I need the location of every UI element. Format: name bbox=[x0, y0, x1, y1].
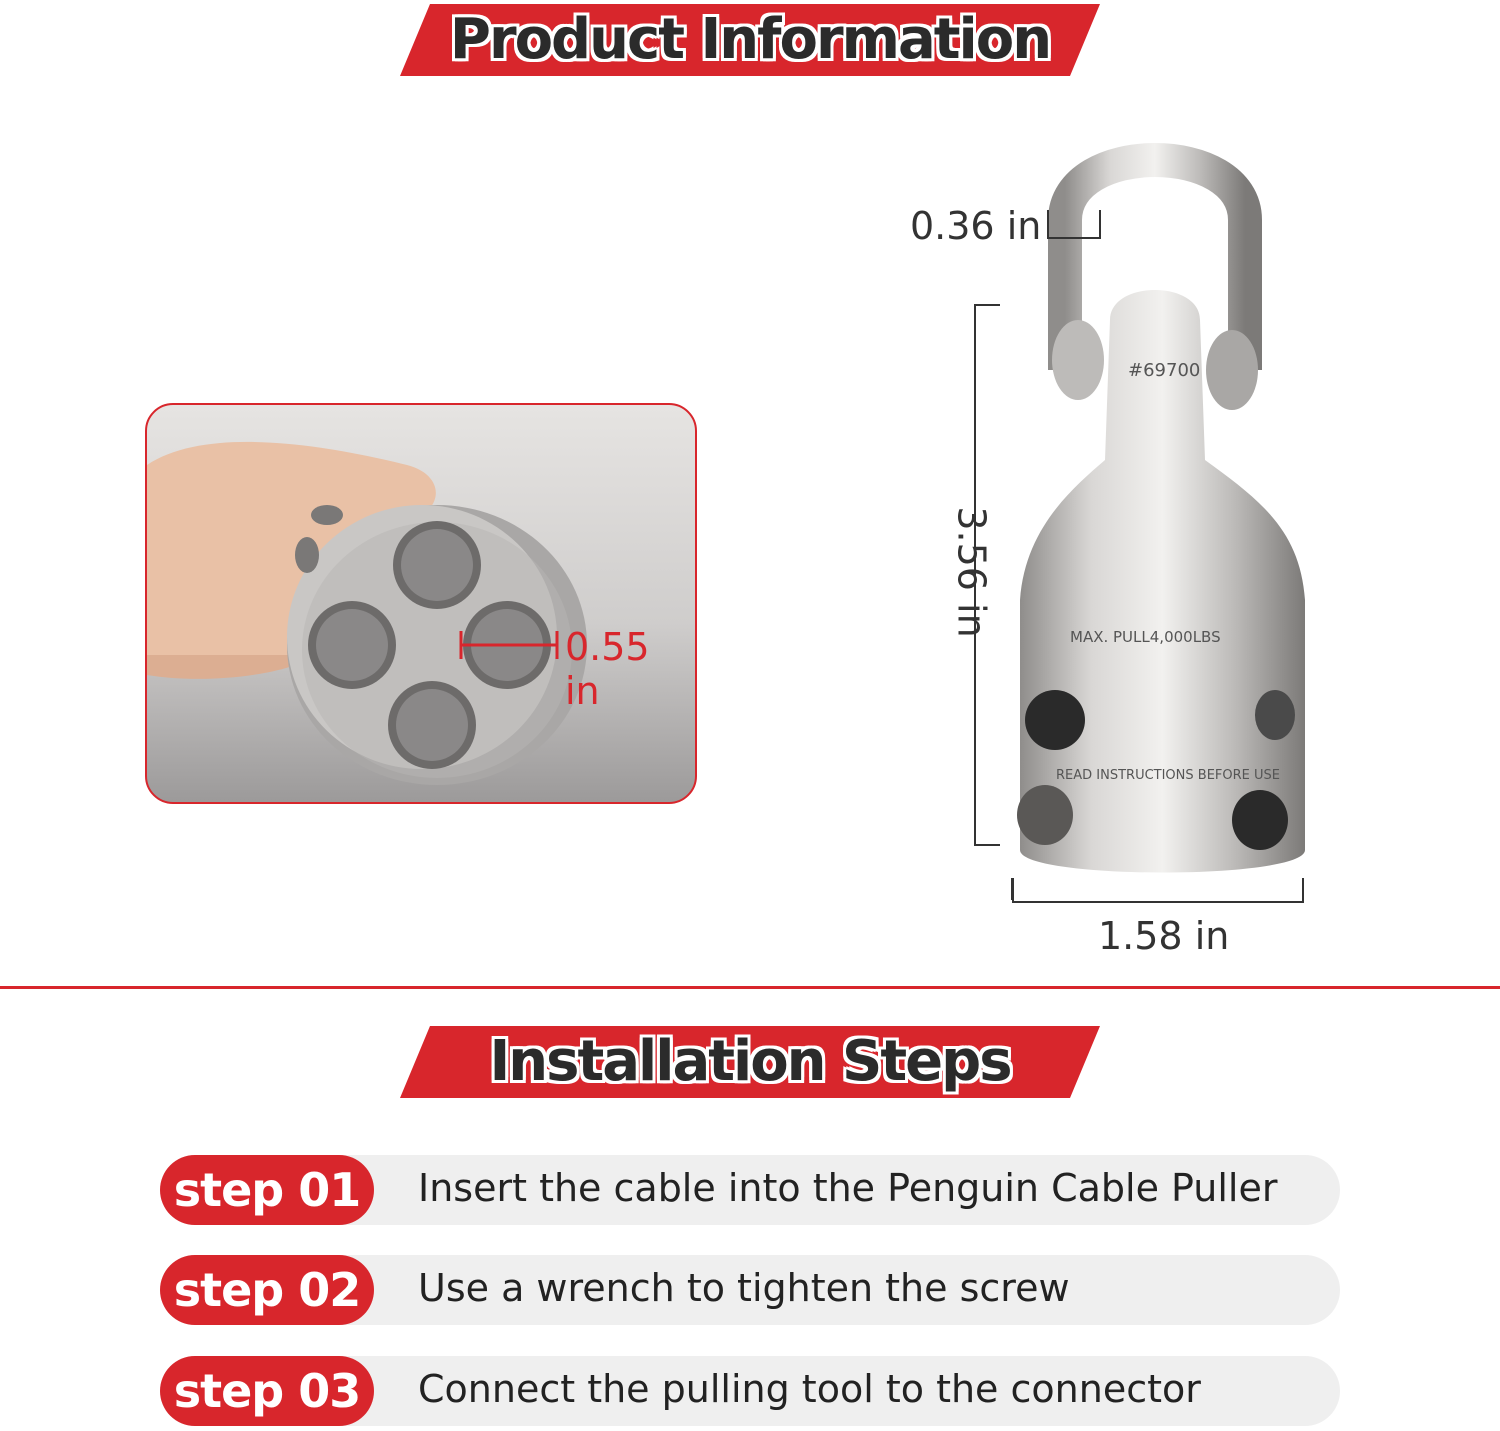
product-info-title: Product Information bbox=[449, 7, 1051, 72]
step-row-1 bbox=[160, 1155, 1340, 1225]
height-label: 3.56 in bbox=[949, 506, 994, 638]
step-label: step 03 bbox=[160, 1356, 374, 1426]
step-text: Insert the cable into the Penguin Cable Puller bbox=[418, 1166, 1278, 1210]
end-view-illustration bbox=[147, 405, 695, 802]
step-text: Use a wrench to tighten the screw bbox=[418, 1266, 1070, 1310]
installation-title: Installation Steps bbox=[489, 1029, 1011, 1094]
end-view-photo bbox=[145, 403, 697, 804]
step-label: step 01 bbox=[160, 1155, 374, 1225]
width-bracket bbox=[1012, 876, 1306, 906]
width-label: 1.58 in bbox=[1098, 914, 1230, 958]
product-info-banner bbox=[400, 4, 1100, 76]
notice-marking: READ INSTRUCTIONS BEFORE USE bbox=[1056, 768, 1280, 783]
section-divider bbox=[0, 986, 1500, 989]
step-row-3 bbox=[160, 1356, 1340, 1426]
max-pull-marking: MAX. PULL4,000LBS bbox=[1070, 628, 1221, 646]
installation-banner bbox=[400, 1026, 1100, 1098]
shackle-thickness-label: 0.36 in bbox=[910, 204, 1042, 248]
hole-diameter-label: 0.55 in bbox=[565, 625, 650, 713]
step-text: Connect the pulling tool to the connector bbox=[418, 1367, 1201, 1411]
model-marking: #69700 bbox=[1128, 360, 1201, 381]
step-row-2 bbox=[160, 1255, 1340, 1325]
step-label: step 02 bbox=[160, 1255, 374, 1325]
